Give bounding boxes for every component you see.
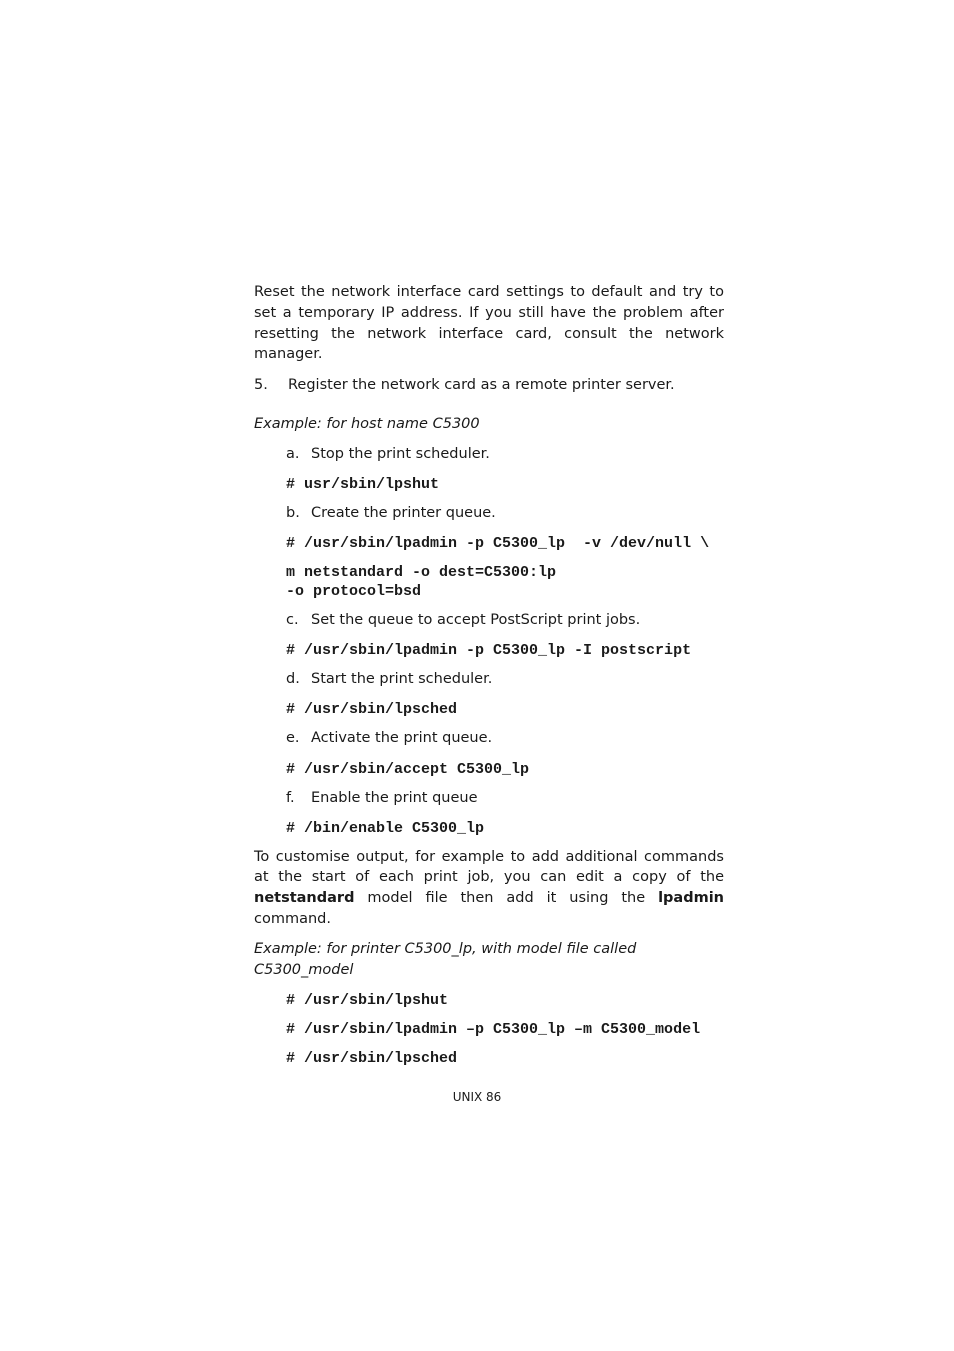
example-heading-1: Example: for host name C5300 [254,415,480,432]
command-line: # /usr/sbin/lpshut [286,992,449,1010]
substep-letter: d. [286,671,300,688]
substep-letter: e. [286,729,300,746]
substep-text: Create the printer queue. [311,504,496,521]
step-number: 5. [254,377,268,394]
substep-letter: c. [286,612,299,629]
substep-letter: b. [286,504,300,521]
substep-text: Set the queue to accept PostScript print jobs. [311,612,641,629]
substep-text: Enable the print queue [311,789,478,806]
substep-letter: f. [286,789,295,806]
command-line: -o protocol=bsd [286,583,422,601]
command-line: m netstandard -o dest=C5300:lp [286,564,557,582]
customise-paragraph [254,847,724,930]
substep-d [286,669,724,690]
netstandard-term: netstandard [254,890,355,907]
command-line: # /usr/sbin/lpsched [286,700,458,718]
command-line: # usr/sbin/lpshut [286,475,440,493]
step-5 [254,375,724,396]
customise-text-3: command. [254,910,331,927]
substep-a [286,444,724,465]
customise-text-2: model file then add it using the [354,890,659,907]
step-text: Register the network card as a remote printer server. [288,377,675,394]
page-footer: UNIX 86 [452,1090,502,1104]
command-line: # /bin/enable C5300_lp [286,819,485,837]
example-heading-2: Example: for printer C5300_lp, with model file called C5300_model [254,940,637,978]
lpadmin-term: lpadmin [658,890,724,907]
substep-f [286,788,724,809]
command-line: # /usr/sbin/lpadmin –p C5300_lp –m C5300_model [286,1021,701,1039]
substep-letter: a. [286,445,300,462]
command-line: # /usr/sbin/accept C5300_lp [286,760,530,778]
substep-text: Start the print scheduler. [311,671,493,688]
substep-text: Stop the print scheduler. [311,445,490,462]
substep-c [286,610,724,631]
customise-text-1: To customise output, for example to add additional commands at the start of each print job, you can edit a copy of the [254,848,724,886]
substep-b [286,503,724,524]
command-line: # /usr/sbin/lpadmin -p C5300_lp -I postscript [286,642,692,660]
page-content [254,282,724,1068]
substep-e [286,728,724,749]
command-line: # /usr/sbin/lpsched [286,1050,458,1068]
intro-paragraph: Reset the network interface card settings to default and try to set a temporary IP address. If you still have the problem after resetting the network interface card, consult the network manager. [254,284,724,363]
substep-text: Activate the print queue. [311,729,493,746]
command-line: # /usr/sbin/lpadmin -p C5300_lp -v /dev/null \ [286,535,710,553]
